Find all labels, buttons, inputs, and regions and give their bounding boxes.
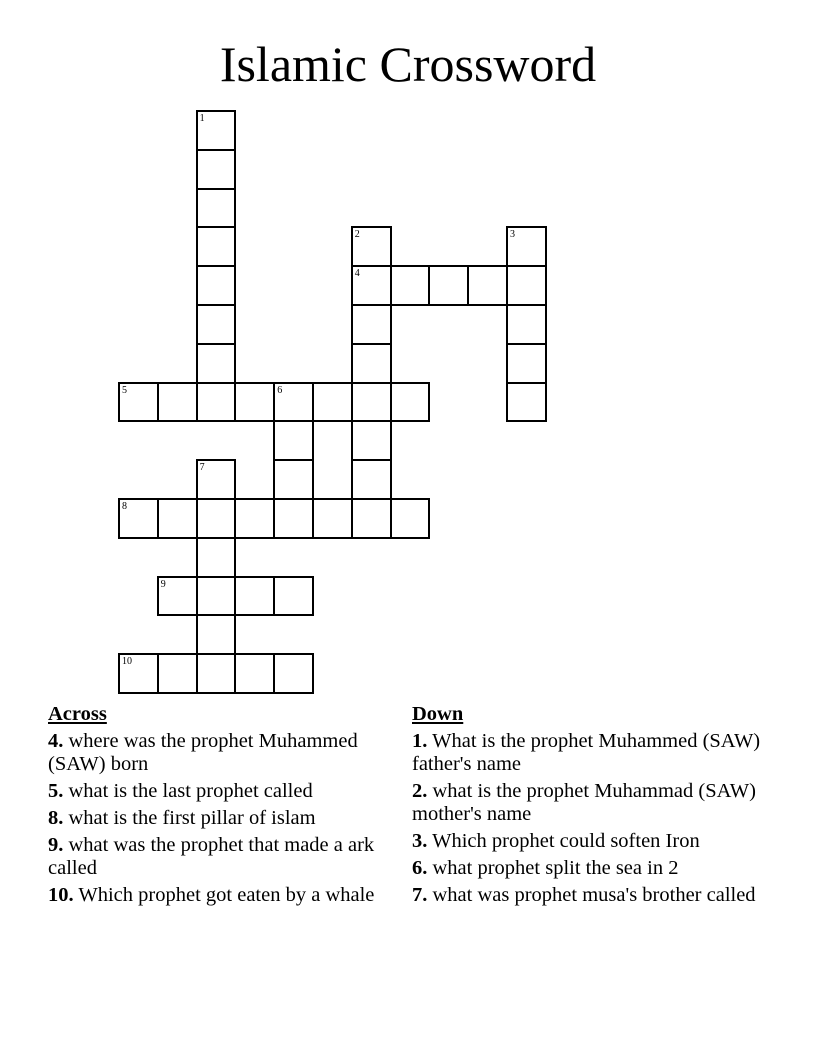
clue-across-10 xyxy=(48,884,388,907)
crossword-cell[interactable] xyxy=(312,498,353,539)
cell-number: 8 xyxy=(122,501,127,512)
crossword-cell[interactable] xyxy=(351,382,392,423)
crossword-cell[interactable] xyxy=(196,653,237,694)
cell-number: 3 xyxy=(510,229,515,241)
crossword-cell[interactable] xyxy=(196,304,237,345)
crossword-cell[interactable] xyxy=(351,343,392,384)
clue-number: 5. xyxy=(48,780,64,802)
crossword-cell[interactable] xyxy=(351,420,392,461)
crossword-cell[interactable] xyxy=(234,576,275,617)
crossword-cell[interactable] xyxy=(351,498,392,539)
crossword-cell[interactable] xyxy=(273,459,314,500)
crossword-cell[interactable] xyxy=(196,343,237,384)
clue-number: 2. xyxy=(412,780,428,802)
clue-down-3 xyxy=(412,830,772,853)
clue-down-2 xyxy=(412,780,772,826)
down-clues xyxy=(412,703,772,911)
crossword-cell[interactable] xyxy=(506,226,547,267)
crossword-cell[interactable] xyxy=(351,459,392,500)
crossword-cell[interactable] xyxy=(390,382,431,423)
clue-text: What is the prophet Muhammed (SAW) father's name xyxy=(412,730,761,775)
crossword-cell[interactable] xyxy=(234,382,275,423)
crossword-cell[interactable] xyxy=(118,653,159,694)
clue-text: what prophet split the sea in 2 xyxy=(432,857,679,879)
crossword-cell[interactable] xyxy=(273,576,314,617)
clue-number: 9. xyxy=(48,834,64,856)
clue-down-7 xyxy=(412,884,772,907)
crossword-cell[interactable] xyxy=(273,498,314,539)
crossword-cell[interactable] xyxy=(196,459,237,500)
crossword-cell[interactable] xyxy=(196,110,237,151)
crossword-cell[interactable] xyxy=(351,265,392,306)
crossword-cell[interactable] xyxy=(273,382,314,423)
crossword-cell[interactable] xyxy=(428,265,469,306)
crossword-cell[interactable] xyxy=(467,265,508,306)
cell-number: 4 xyxy=(354,268,360,280)
cell-number: 2 xyxy=(354,229,360,241)
cell-number: 5 xyxy=(122,384,127,396)
clue-number: 6. xyxy=(412,857,428,879)
clue-across-5 xyxy=(48,780,388,803)
crossword-cell[interactable] xyxy=(196,265,237,306)
clue-text: what is the prophet Muhammad (SAW) mother's name xyxy=(412,780,756,825)
clue-number: 7. xyxy=(412,884,428,906)
clue-number: 4. xyxy=(48,730,64,752)
clue-text: Which prophet got eaten by a whale xyxy=(78,884,375,906)
crossword-cell[interactable] xyxy=(196,188,237,229)
crossword-cell[interactable] xyxy=(506,265,547,306)
crossword-cell[interactable] xyxy=(506,343,547,384)
cell-number: 7 xyxy=(199,462,205,474)
crossword-cell[interactable] xyxy=(506,382,547,423)
crossword-cell[interactable] xyxy=(390,265,431,306)
clue-across-9 xyxy=(48,834,388,880)
clue-number: 3. xyxy=(412,830,428,852)
clue-down-6 xyxy=(412,857,772,880)
crossword-cell[interactable] xyxy=(196,537,237,578)
crossword-cell[interactable] xyxy=(390,498,431,539)
crossword-cell[interactable] xyxy=(312,382,353,423)
crossword-cell[interactable] xyxy=(196,226,237,267)
clue-text: what was prophet musa's brother called xyxy=(432,884,756,906)
across-heading: Across xyxy=(48,703,107,725)
clue-across-8 xyxy=(48,807,388,830)
crossword-cell[interactable] xyxy=(506,304,547,345)
crossword-cell[interactable] xyxy=(196,498,237,539)
crossword-cell[interactable] xyxy=(118,382,159,423)
crossword-cell[interactable] xyxy=(196,382,237,423)
cell-number: 1 xyxy=(199,113,205,124)
page-title: Islamic Crossword xyxy=(219,36,597,92)
clue-number: 8. xyxy=(48,807,64,829)
down-heading: Down xyxy=(412,703,464,725)
clue-number: 10. xyxy=(48,884,74,906)
crossword-cell[interactable] xyxy=(196,614,237,655)
clue-text: what was the prophet that made a ark called xyxy=(48,834,375,879)
crossword-cell[interactable] xyxy=(157,576,198,617)
crossword-cell[interactable] xyxy=(234,498,275,539)
cell-number: 6 xyxy=(277,384,283,396)
clue-text: Which prophet could soften Iron xyxy=(432,830,700,852)
crossword-cell[interactable] xyxy=(273,653,314,694)
crossword-cell[interactable] xyxy=(157,653,198,694)
clue-text: what is the first pillar of islam xyxy=(68,807,316,829)
crossword-cell[interactable] xyxy=(351,304,392,345)
crossword-cell[interactable] xyxy=(351,226,392,267)
crossword-cell[interactable] xyxy=(157,498,198,539)
cell-number: 9 xyxy=(160,578,166,590)
crossword-cell[interactable] xyxy=(273,420,314,461)
clue-text: what is the last prophet called xyxy=(68,780,313,802)
across-clues xyxy=(48,703,388,911)
crossword-cell[interactable] xyxy=(234,653,275,694)
clue-down-1 xyxy=(412,730,772,776)
clue-across-4 xyxy=(48,730,388,776)
clue-number: 1. xyxy=(412,730,428,752)
crossword-cell[interactable] xyxy=(157,382,198,423)
crossword-cell[interactable] xyxy=(196,576,237,617)
crossword-cell[interactable] xyxy=(196,149,237,190)
cell-number: 10 xyxy=(122,656,132,668)
crossword-cell[interactable] xyxy=(118,498,159,539)
clue-text: where was the prophet Muhammed (SAW) born xyxy=(48,730,358,775)
